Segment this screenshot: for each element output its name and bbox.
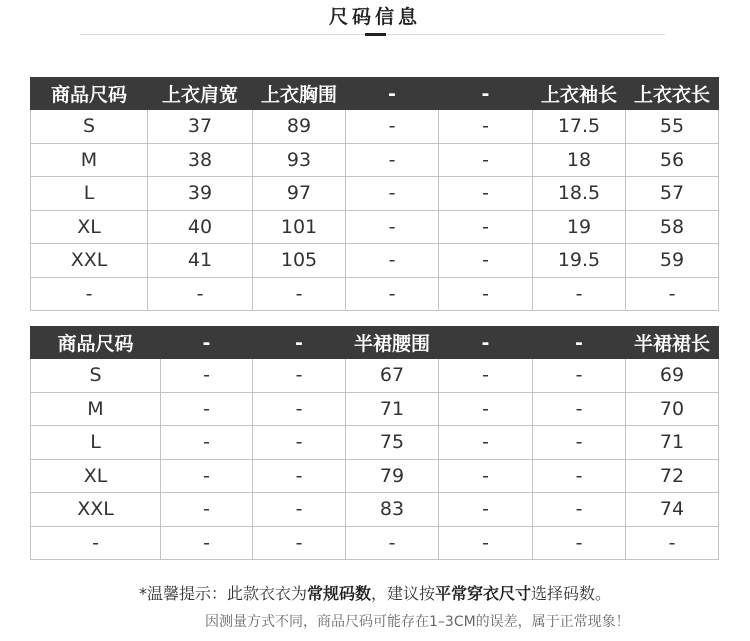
- table-row: [31, 110, 719, 144]
- measurement-cell: -: [346, 110, 439, 144]
- size-label-cell: L: [31, 177, 148, 211]
- title-underline-accent: [365, 33, 386, 36]
- measurement-cell: -: [439, 526, 533, 560]
- column-header: -: [253, 327, 346, 359]
- tip-emphasis-usual-size: 平常穿衣尺寸: [435, 584, 532, 603]
- column-header: 上衣衣长: [626, 78, 719, 110]
- column-header: 上衣袖长: [533, 78, 626, 110]
- table-row: [31, 459, 719, 493]
- measurement-cell: -: [253, 426, 346, 460]
- measurement-cell: -: [346, 244, 439, 278]
- header-row: [31, 327, 719, 359]
- tip-suffix: 选择码数。: [531, 584, 612, 603]
- measurement-cell: -: [626, 277, 719, 311]
- tip-prefix: *温馨提示：此款衣衣为: [138, 584, 307, 603]
- table-row: [31, 493, 719, 527]
- measurement-cell: -: [253, 526, 346, 560]
- measurement-cell: 93: [253, 143, 346, 177]
- measurement-cell: 70: [626, 392, 719, 426]
- measurement-cell: -: [439, 493, 533, 527]
- measurement-cell: -: [161, 459, 253, 493]
- measurement-cell: 19: [533, 210, 626, 244]
- measurement-cell: 19.5: [533, 244, 626, 278]
- table-row: [31, 359, 719, 393]
- measurement-cell: 71: [626, 426, 719, 460]
- measurement-disclaimer: 因测量方式不同，商品尺码可能存在1–3CM的误差，属于正常现象！: [205, 614, 630, 630]
- size-label-cell: XXL: [31, 244, 148, 278]
- tip-middle: ，建议按: [370, 584, 435, 603]
- size-label-cell: XL: [31, 210, 148, 244]
- measurement-cell: 83: [346, 493, 439, 527]
- measurement-cell: 74: [626, 493, 719, 527]
- measurement-cell: -: [161, 426, 253, 460]
- measurement-cell: -: [439, 392, 533, 426]
- measurement-cell: 67: [346, 359, 439, 393]
- measurement-cell: -: [533, 526, 626, 560]
- size-label-cell: L: [31, 426, 161, 460]
- column-header: -: [533, 327, 626, 359]
- measurement-cell: -: [439, 110, 533, 144]
- measurement-cell: 105: [253, 244, 346, 278]
- measurement-cell: -: [533, 277, 626, 311]
- column-header: 商品尺码: [31, 78, 148, 110]
- measurement-cell: -: [148, 277, 253, 311]
- measurement-cell: 17.5: [533, 110, 626, 144]
- measurement-cell: 101: [253, 210, 346, 244]
- table-row: [31, 244, 719, 278]
- column-header: -: [346, 78, 439, 110]
- size-tip: [0, 581, 750, 604]
- measurement-cell: 69: [626, 359, 719, 393]
- measurement-cell: 41: [148, 244, 253, 278]
- measurement-cell: 59: [626, 244, 719, 278]
- measurement-cell: -: [161, 493, 253, 527]
- measurement-cell: 57: [626, 177, 719, 211]
- size-label-cell: -: [31, 526, 161, 560]
- column-header: -: [161, 327, 253, 359]
- measurement-cell: -: [533, 493, 626, 527]
- size-label-cell: XL: [31, 459, 161, 493]
- tip-emphasis-regular-size: 常规码数: [306, 584, 371, 603]
- measurement-cell: 56: [626, 143, 719, 177]
- measurement-cell: -: [161, 392, 253, 426]
- measurement-cell: -: [253, 359, 346, 393]
- size-label-cell: XXL: [31, 493, 161, 527]
- measurement-cell: -: [253, 277, 346, 311]
- table-row: [31, 526, 719, 560]
- measurement-cell: -: [346, 277, 439, 311]
- measurement-cell: 71: [346, 392, 439, 426]
- top-size-table: [30, 77, 719, 311]
- measurement-cell: 72: [626, 459, 719, 493]
- page-title: 尺码信息: [328, 6, 421, 28]
- measurement-cell: -: [253, 459, 346, 493]
- table-row: [31, 143, 719, 177]
- measurement-cell: 89: [253, 110, 346, 144]
- table-row: [31, 177, 719, 211]
- measurement-cell: -: [439, 426, 533, 460]
- measurement-cell: -: [346, 177, 439, 211]
- measurement-cell: 18.5: [533, 177, 626, 211]
- measurement-cell: 37: [148, 110, 253, 144]
- column-header: 上衣肩宽: [148, 78, 253, 110]
- measurement-cell: -: [253, 493, 346, 527]
- measurement-cell: -: [533, 359, 626, 393]
- measurement-cell: -: [346, 143, 439, 177]
- table-header: [31, 327, 719, 359]
- measurement-cell: -: [439, 210, 533, 244]
- column-header: 半裙裙长: [626, 327, 719, 359]
- measurement-cell: -: [346, 210, 439, 244]
- table-row: [31, 426, 719, 460]
- measurement-cell: -: [439, 244, 533, 278]
- measurement-cell: 79: [346, 459, 439, 493]
- column-header: -: [439, 327, 533, 359]
- size-label-cell: M: [31, 392, 161, 426]
- measurement-cell: -: [161, 359, 253, 393]
- measurement-cell: 38: [148, 143, 253, 177]
- measurement-cell: 18: [533, 143, 626, 177]
- measurement-cell: -: [533, 392, 626, 426]
- column-header: 商品尺码: [31, 327, 161, 359]
- size-label-cell: -: [31, 277, 148, 311]
- measurement-cell: 55: [626, 110, 719, 144]
- measurement-cell: -: [533, 459, 626, 493]
- table-header: [31, 78, 719, 110]
- table-row: [31, 392, 719, 426]
- table-body: [31, 110, 719, 311]
- measurement-cell: -: [533, 426, 626, 460]
- header-row: [31, 78, 719, 110]
- table-row: [31, 210, 719, 244]
- measurement-cell: -: [346, 526, 439, 560]
- size-label-cell: S: [31, 359, 161, 393]
- measurement-cell: 39: [148, 177, 253, 211]
- measurement-cell: -: [439, 277, 533, 311]
- measurement-cell: -: [439, 177, 533, 211]
- measurement-cell: -: [439, 359, 533, 393]
- column-header: 半裙腰围: [346, 327, 439, 359]
- measurement-cell: -: [626, 526, 719, 560]
- measurement-cell: 97: [253, 177, 346, 211]
- table-body: [31, 359, 719, 560]
- measurement-cell: -: [439, 459, 533, 493]
- bottom-size-table: [30, 326, 719, 560]
- size-label-cell: M: [31, 143, 148, 177]
- measurement-cell: -: [439, 143, 533, 177]
- measurement-cell: 40: [148, 210, 253, 244]
- measurement-cell: -: [161, 526, 253, 560]
- column-header: -: [439, 78, 533, 110]
- size-label-cell: S: [31, 110, 148, 144]
- measurement-cell: -: [253, 392, 346, 426]
- measurement-cell: 75: [346, 426, 439, 460]
- table-row: [31, 277, 719, 311]
- measurement-cell: 58: [626, 210, 719, 244]
- column-header: 上衣胸围: [253, 78, 346, 110]
